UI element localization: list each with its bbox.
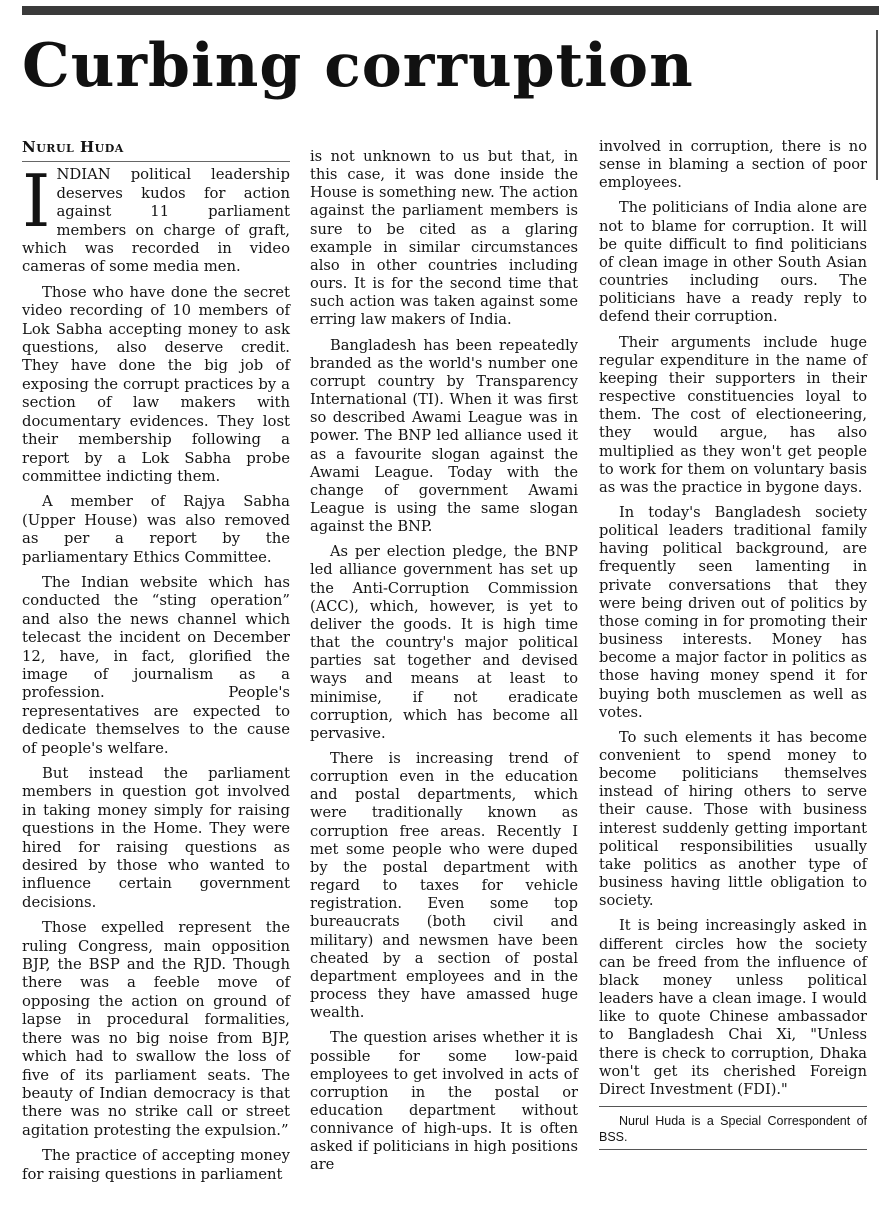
paragraph: Bangladesh has been repeatedly branded as the world's number one corrupt country by Transparency International (TI). When it was first so described Awami League was in power. The BNP led alliance used it as a favourite slogan against the Awami League. Today with the change of government Awami League is using the same slogan against the BNP. [310, 336, 578, 536]
column-3 [599, 138, 867, 1157]
paragraph: It is being increasingly asked in different circles how the society can be freed from the influence of black money unless political leaders have a clean image. I would like to quote Chinese ambassador to Bangladesh Chai Xi, "Unless there is check to corruption, Dhaka won't get its cherished Foreign Direct Investment (FDI)." [599, 917, 867, 1098]
paragraph: There is increasing trend of corruption even in the education and postal departments, which were traditionally known as corruption free areas. Recently I met some people who were duped by the postal department with regard to taxes for vehicle registration. Even some top bureaucrats (both civil and military) and newsmen have been cheated by a section of postal department employees and in the process they have amassed huge wealth. [310, 750, 578, 1022]
paragraph: Those expelled represent the ruling Congress, main opposition BJP, the BSP and the RJD. Though there was a feeble move of opposing the action on ground of lapse in procedural formalities, there was no big noise from BJP, which had to swallow the loss of five of its parliament seats. The beauty of Indian democracy is that there was no strike call or street agitation protesting the expulsion.” [22, 919, 290, 1139]
paragraph: A member of Rajya Sabha (Upper House) was also removed as per a report by the parliamentary Ethics Committee. [22, 493, 290, 566]
credit-divider [599, 1106, 867, 1107]
lead-text: NDIAN political leadership deserves kudos for action against 11 parliament members on charge of graft, which was recorded in video cameras of some media men. [22, 166, 290, 276]
drop-cap: I [22, 159, 51, 244]
byline: Nurul Huda [22, 138, 290, 162]
paragraph: is not unknown to us but that, in this case, it was done inside the House is something new. The action against the parliament members is sure to be cited as a glaring example in similar circumstances also in other countries including ours. It is for the second time that such action was taken against some erring law makers of India. [310, 148, 578, 329]
paragraph: The question arises whether it is possible for some low-paid employees to get involved in acts of corruption in the postal or education department without connivance of high-ups. It is often asked if politicians in high positions are [310, 1029, 578, 1174]
column-1 [22, 138, 290, 1191]
paragraph: involved in corruption, there is no sense in blaming a section of poor employees. [599, 138, 867, 192]
paragraph: The Indian website which has conducted the “sting operation” and also the news channel which telecast the incident on December 12, have, in fact, glorified the image of journalism as a profession. People's representatives are expected to dedicate themselves to the cause of people's welfare. [22, 573, 290, 757]
paragraph: The politicians of India alone are not to blame for corruption. It will be quite difficult to find politicians of clean image in other South Asian countries including ours. The politicians have a ready reply to defend their corruption. [599, 199, 867, 326]
headline: Curbing corruption [22, 31, 694, 101]
paragraph: But instead the parliament members in question got involved in taking money simply for raising questions in the Home. They were hired for raising questions as desired by those who wanted to influence certain government decisions. [22, 765, 290, 911]
lead-paragraph [22, 159, 290, 276]
paragraph: To such elements it has become convenient to spend money to become politicians themselves instead of hiring others to serve their cause. Those with business interest suddenly getting important political responsibilities usually take politics as another type of business having little obligation to society. [599, 728, 867, 910]
paragraph: Those who have done the secret video recording of 10 members of Lok Sabha accepting money to ask questions, also deserve credit. They have done the big job of exposing the corrupt practices by a section of law makers with documentary evidences. They lost their membership following a report by a Lok Sabha probe committee indicting them. [22, 283, 290, 485]
paragraph: Their arguments include huge regular expenditure in the name of keeping their supporters in their respective constituencies loyal to them. The cost of electioneering, they would argue, has also multiplied as they won't get people to work for them on voluntary basis as was the practice in bygone days. [599, 333, 867, 496]
paragraph: In today's Bangladesh society political leaders traditional family having political background, are frequently seen lamenting in private conversations that they were being driven out of politics by those coming in for promoting their business interests. Money has become a major factor in politics as those having money spend it for buying both musclemen as well as votes. [599, 503, 867, 721]
author-credit: Nurul Huda is a Special Correspondent of BSS. [599, 1113, 867, 1150]
paragraph: As per election pledge, the BNP led alliance government has set up the Anti-Corruption Commission (ACC), which, however, is yet to deliver the goods. It is high time that the country's major political parties sat together and devised ways and means at least to minimise, if not eradicate corruption, which has become all pervasive. [310, 543, 578, 742]
paragraph: The practice of accepting money for raising questions in parliament [22, 1147, 290, 1183]
column-2 [310, 148, 578, 1182]
